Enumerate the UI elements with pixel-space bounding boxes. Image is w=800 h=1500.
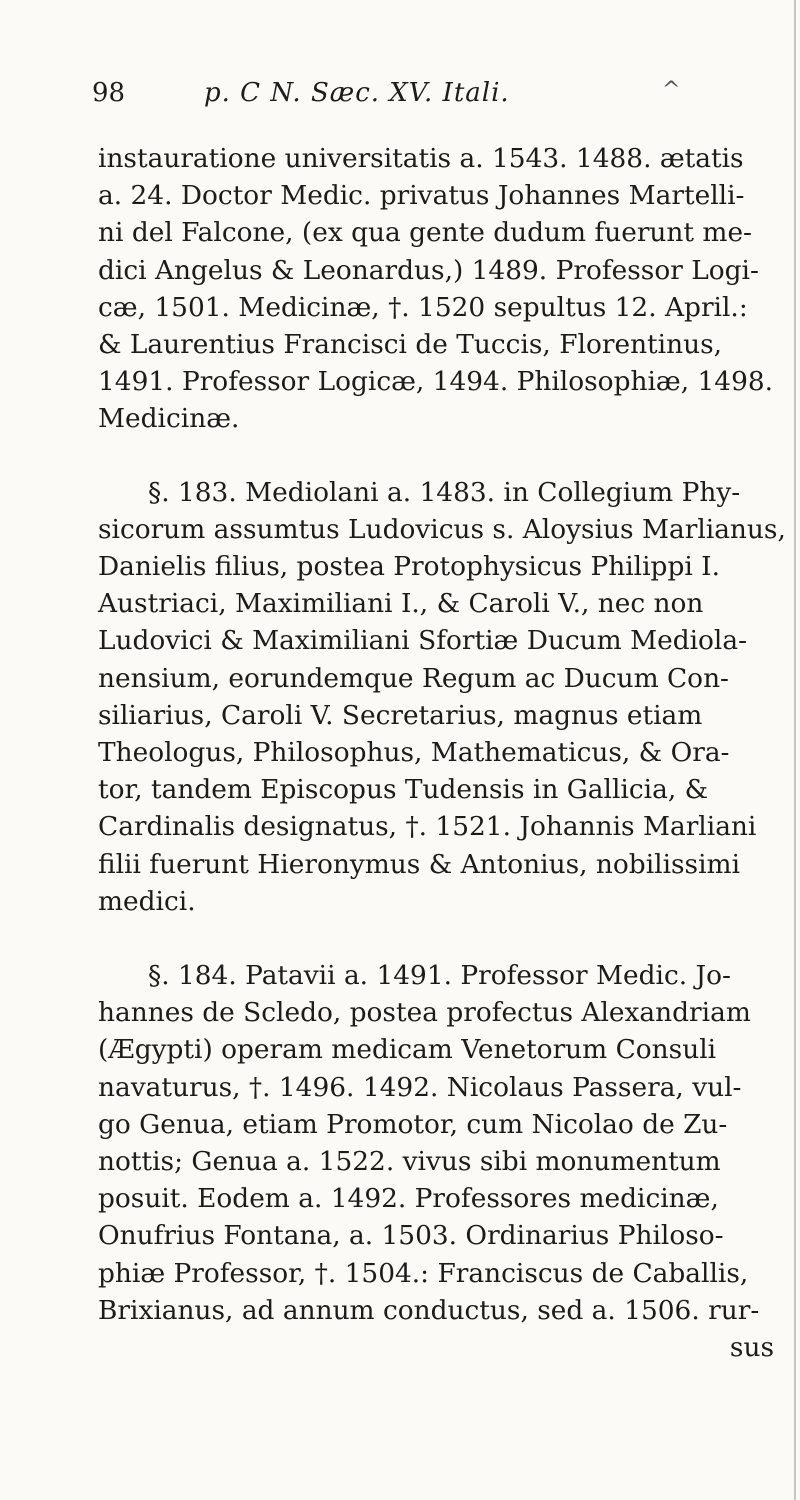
text-line: posuit. Eodem a. 1492. Professores medicinæ,	[98, 1183, 719, 1215]
text-line: Cardinalis designatus, †. 1521. Johannis Marliani	[98, 811, 757, 843]
text-line: cæ, 1501. Medicinæ, †. 1520 sepultus 12. April.:	[98, 291, 748, 323]
text-line: Brixianus, ad annum conductus, sed a. 1506. rur-	[98, 1294, 760, 1326]
paragraph-183	[98, 474, 786, 920]
text-line: nensium, eorundemque Regum ac Ducum Con-	[98, 662, 729, 694]
text-line: a. 24. Doctor Medic. privatus Johannes Martelli-	[98, 180, 745, 212]
text-line: nottis; Genua a. 1522. vivus sibi monumentum	[98, 1146, 721, 1178]
text-line: tor, tandem Episcopus Tudensis in Gallicia, &	[98, 774, 709, 806]
text-line: Onufrius Fontana, a. 1503. Ordinarius Philoso-	[98, 1220, 724, 1252]
text-line: phiæ Professor, †. 1504.: Franciscus de Caballis,	[98, 1257, 749, 1289]
text-line: Theologus, Philosophus, Mathematicus, & Ora-	[98, 737, 730, 769]
text-line: & Laurentius Francisci de Tuccis, Florentinus,	[98, 329, 723, 361]
page-number: 98	[92, 78, 126, 108]
text-line: Medicinæ.	[98, 403, 240, 435]
text-line: Danielis filius, postea Protophysicus Philippi I.	[98, 551, 720, 583]
text-line: sicorum assumtus Ludovicus s. Aloysius Marlianus,	[98, 513, 786, 545]
text-line: (Ægypti) operam medicam Venetorum Consuli	[98, 1034, 717, 1066]
body-text	[98, 140, 786, 1366]
text-line: ni del Falcone, (ex qua gente dudum fuerunt me-	[98, 217, 752, 249]
text-line: go Genua, etiam Promotor, cum Nicolao de Zu-	[98, 1108, 728, 1140]
text-line: instauratione universitatis a. 1543. 1488. ætatis	[98, 143, 744, 174]
running-head	[92, 78, 712, 118]
text-line: siliarius, Caroli V. Secretarius, magnus etiam	[98, 699, 703, 731]
paragraph-1	[98, 140, 786, 438]
text-line: hannes de Scledo, postea profectus Alexandriam	[98, 997, 751, 1029]
text-line: §. 183. Mediolani a. 1483. in Collegium Phy-	[148, 476, 741, 508]
text-line: Ludovici & Maximiliani Sfortiæ Ducum Mediola-	[98, 625, 748, 657]
text-line: dici Angelus & Leonardus,) 1489. Professor Logi-	[98, 254, 759, 286]
text-line: 1491. Professor Logicæ, 1494. Philosophiæ, 1498.	[98, 366, 774, 398]
page-edge-line	[794, 0, 796, 1500]
text-line: filii fuerunt Hieronymus & Antonius, nobilissimi	[98, 848, 741, 880]
corner-mark: ^	[662, 78, 681, 103]
text-line: §. 184. Patavii a. 1491. Professor Medic. Jo-	[148, 960, 731, 992]
text-line: Austriaci, Maximiliani I., & Caroli V., nec non	[98, 588, 704, 620]
paragraph-184	[98, 957, 786, 1366]
running-title: p. C N. Sæc. XV. Itali.	[204, 78, 510, 108]
text-line: navaturus, †. 1496. 1492. Nicolaus Passera, vul-	[98, 1071, 742, 1103]
text-line: medici.	[98, 885, 196, 917]
catchword: sus	[729, 1332, 774, 1364]
